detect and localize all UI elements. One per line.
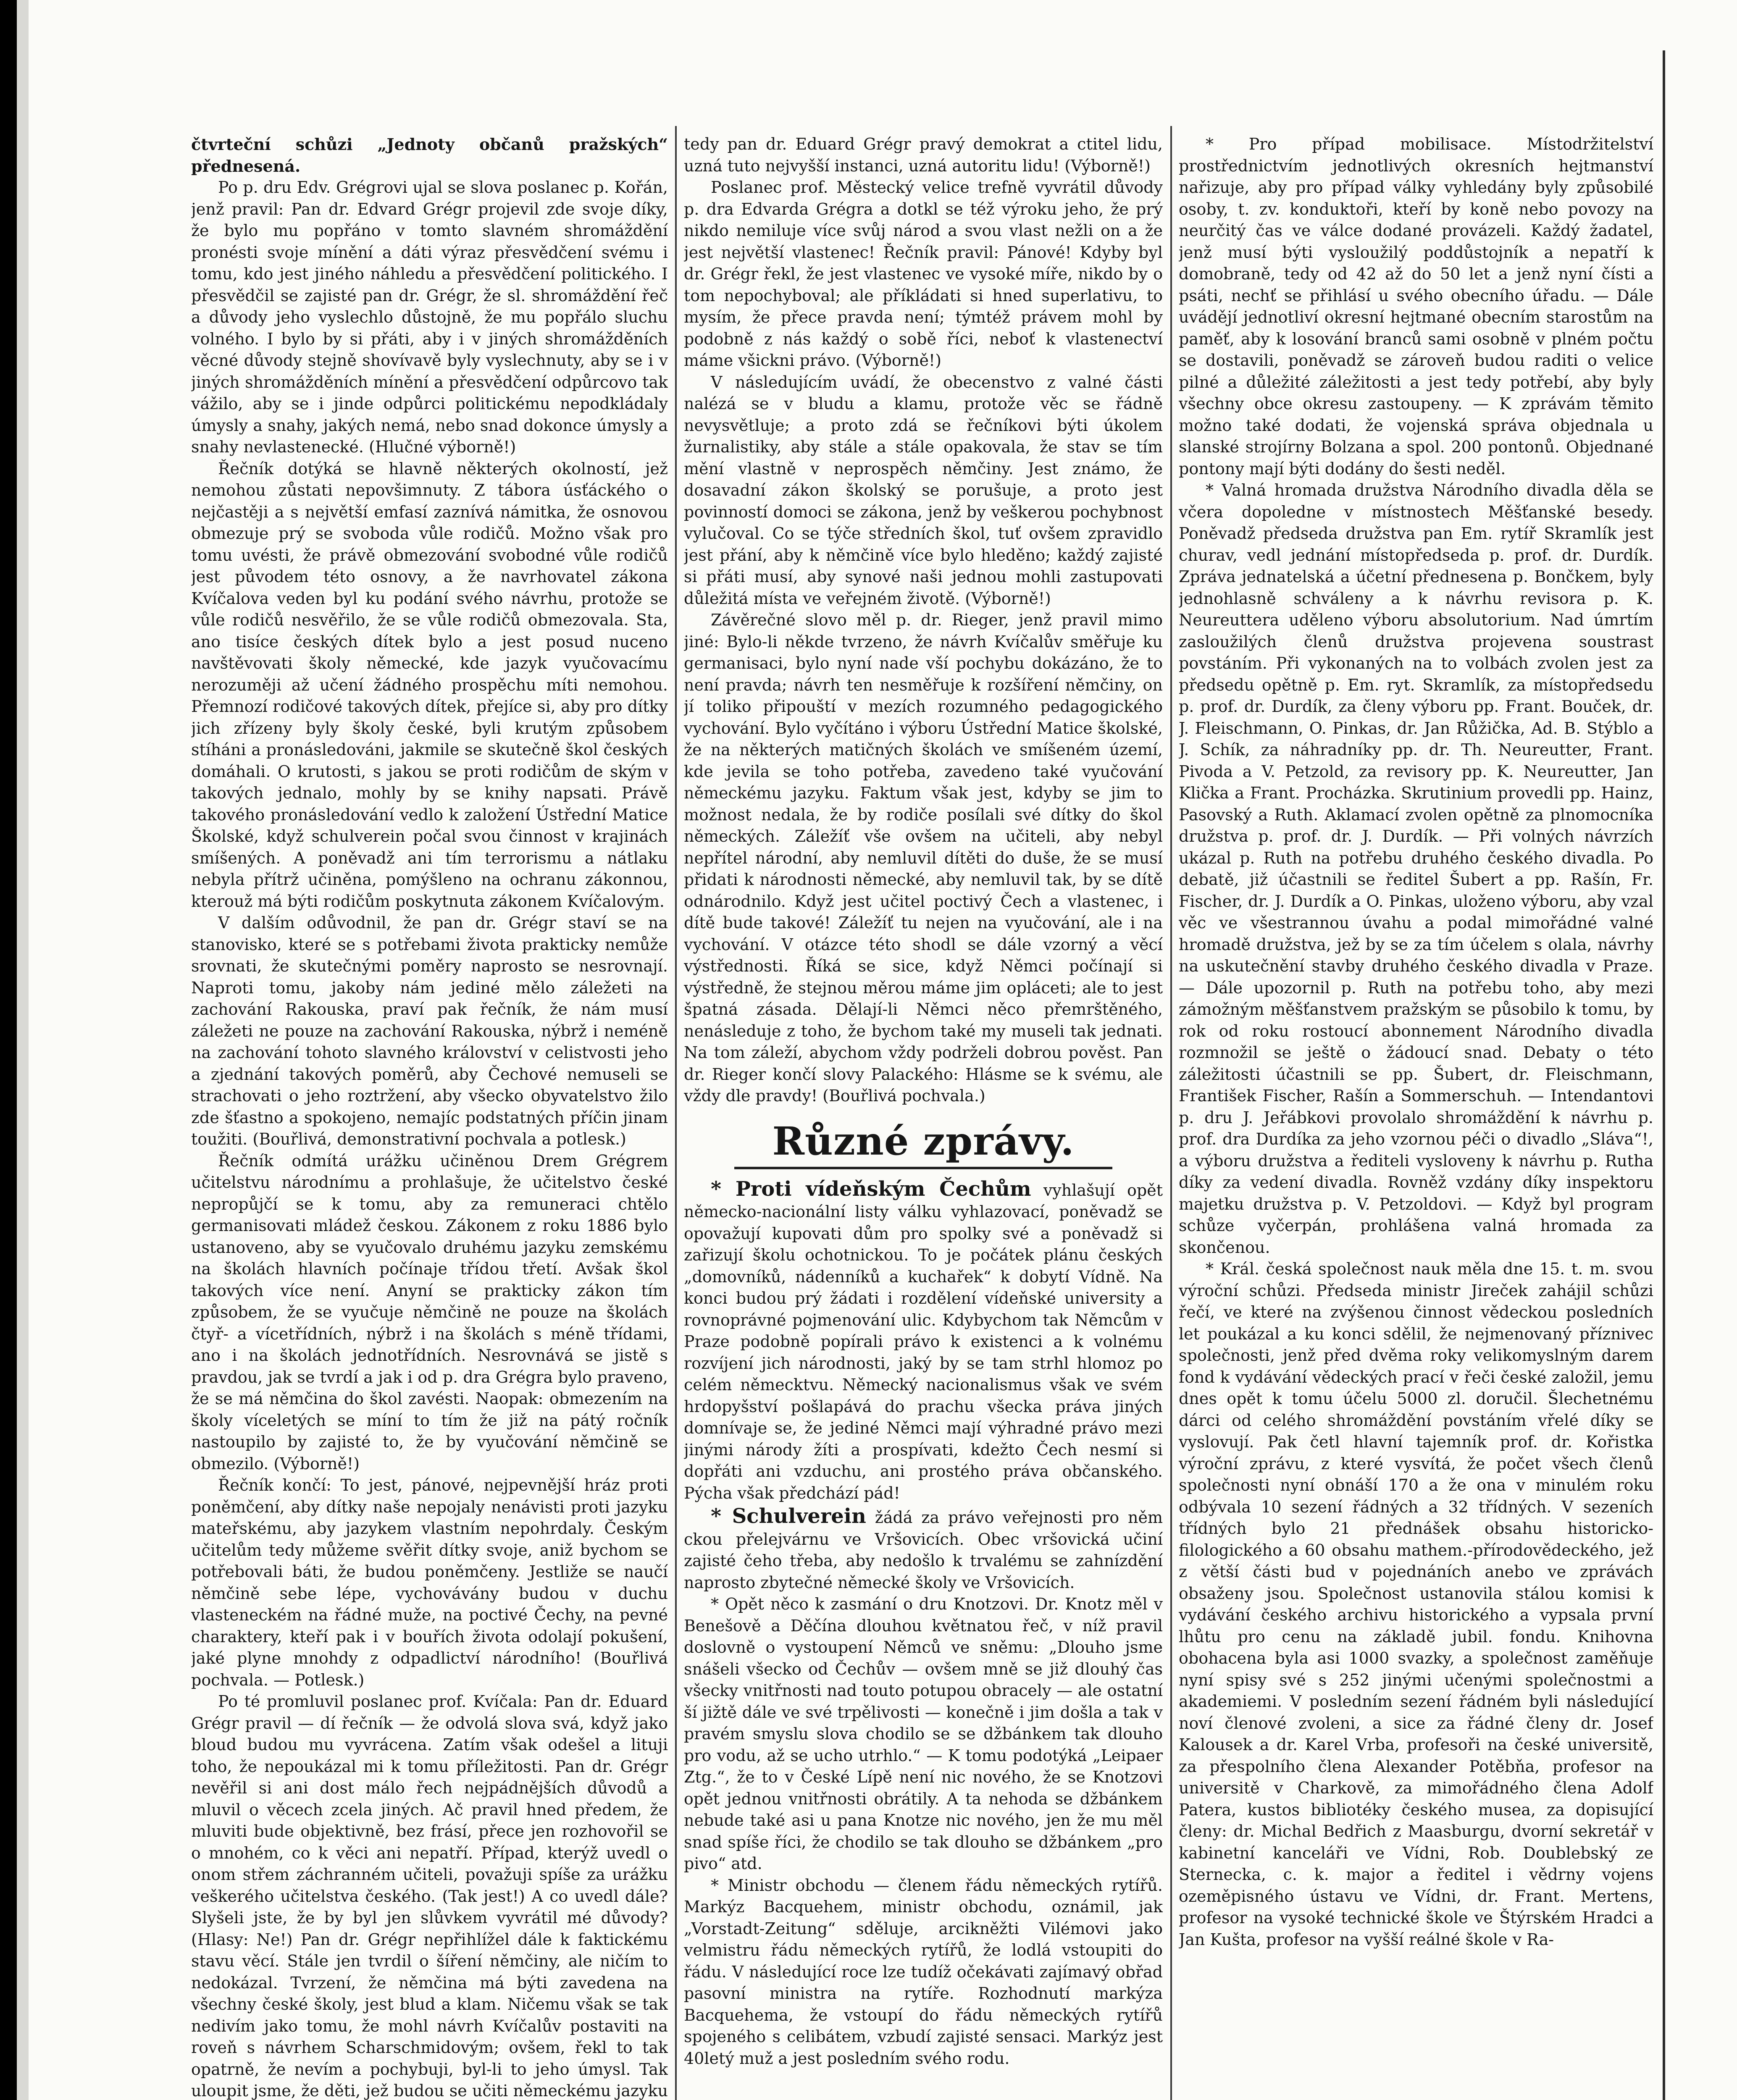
col1-paragraph: Řečník odmítá urážku učiněnou Drem Grégrem učitelstvu národnímu a prohlašuje, že učitelstvo české nepropůjčí se k tomu, aby za remuneraci chtělo germanisovati mládež českou. Zákonem z roku 1886 bylo ustanoveno, aby se vyučovalo druhému jazyku zemskému na školách hlavních počínaje třídou třetí. Avšak škol takových více není. Anyní se prakticky zákon tím způsobem, že se vyučuje němčině ne pouze na školách čtyř- a vícetřídních, nýbrž i na školách s méně třídami, ano i na školách jednotřídních. Nesrovnává se jistě s pravdou, jak se tvrdí a jak i od p. dra Grégra bylo praveno, že se má němčina do škol zavésti. Naopak: obmezením na školy víceletých se míní to tím že již na pátý ročník nastoupilo by zajisté to, že by vyučování němčině se obmezilo. (Výborně!) <box>191 1151 668 1473</box>
column-2 <box>684 134 1163 2100</box>
page-border-right <box>1663 50 1665 2100</box>
news-text: vyhlašují opět německo-nacionální listy válku vyhlazovací, poněvadž se opovažují kupovati dům pro spolky své a poněvadž si zařizují školu ochotnickou. To je počátek plánu českých „domovníků, nádenníků a kuchařek“ k dobytí Vídně. Na konci budou prý žádati i rozdělení vídeňské university a rovnoprávné pojmenování ulic. Kdybychom tak Němcům v Praze podobně popírali právo k existenci a k volnému rozvíjení jich národnosti, jaký by se tam strhl hlomoz po celém německtvu. Německý nacionalismus však ve svém hrdopyšství pošlapává do prachu všecka práva jiných domnívaje se, že jediné Němci mají výhradné právo mezi jinými národy žíti a prospívati, kdežto Čech nesmí si dopřáti ani vzduchu, ani prostého práva občanského. Pýcha však předchází pád! <box>684 1181 1163 1502</box>
col1-paragraph: Po té promluvil poslanec prof. Kvíčala: Pan dr. Eduard Grégr pravil — dí řečník — že odvolá slova svá, když jako bloud budou mu vyvrácena. Zatím však odešel a lituji toho, že nepoukázal mi k tomu příležitosti. Pan dr. Grégr nevěřil si ani dost málo řech nejpádnějších důvodů a mluvil o věcech zcela jiných. Ač pravil hned předem, že mluviti bude objektivně, bez frásí, přece jen rozhovořil se o mnohém, co k věci ani nepatří. Případ, kterýž uvedl o onom střem záchranném učiteli, považuji spíše za urážku veškerého učitelstva českého. (Tak jest!) A co uvedl dále? Slyšeli jste, že by byl jen slůvkem vyvrátil mé důvody? (Hlasy: Ne!) Pan dr. Grégr nepřihlížel dále k faktickému stavu věcí. Stále jen tvrdil o šíření němčiny, ale ničím to nedokázal. Tvrzení, že němčina má býti zavedena na všechny české školy, jest blud a klam. Ničemu však se tak nedivím jako tomu, že mohl návrh Kvíčalův postaviti na roveň s návrhem Scharschmidovým; ovšem, řekl to tak opatrně, že nevím a pochybuji, byl-li to jeho úmysl. Tak uloupit jsme, že děti, jež budou se učiti německému jazyku <box>191 1692 668 2100</box>
section-heading: Různé zprávy. <box>772 1118 1075 1164</box>
scan-edge-shadow <box>17 0 29 2100</box>
col1-paragraph: Po p. dru Edv. Grégrovi ujal se slova poslanec p. Kořán, jenž pravil: Pan dr. Edvard Grégr projevil zde svoje díky, že bylo mu popřáno v tomto slavném shromáždění pronésti svoje mínění a dáti výraz přesvědčení svému i tomu, kdo jest jiného náhledu a přesvědčení politického. I přesvědčil se zajisté pan dr. Grégr, že sl. shromáždění řeč a důvody jeho vyslechlo důstojně, že mu popřálo sluchu volného. I bylo by si přáti, aby i v jiných shromážděních věcné důvody stejně shovívavě byly vyslechnuty, aby se i v jiných shromážděních mínění a přesvědčení odpůrcovo tak vážilo, aby se i jinde odpůrci politickému nepodkládaly úmysly a snahy, jakých nemá, nebo snad dokonce úmysly a snahy nevlastenecké. (Hlučné výborně!) <box>191 178 668 456</box>
column-3 <box>1179 134 1653 2100</box>
col3-news-item: * Král. česká společnost nauk měla dne 15. t. m. svou výroční schůzi. Předseda ministr Jireček zahájil schůzi řečí, ve které na zvýšenou činnost vědeckou posledních let poukázal a ku konci sdělil, že nejmenovaný příznivec společnosti, jenž před dvěma roky velikomyslným darem fond k vydávání vědeckých prací v řeči české založil, jemu dnes opět k tomu účelu 5000 zl. doručil. Šlechetnému dárci od celého shromáždění povstáním vřelé díky se vyslovují. Pak četl hlavní tajemník prof. dr. Kořistka výroční zprávu, z které vysvítá, že počet všech členů společnosti nyní obnáší 170 a že ona v minulém roku odbývala 10 sezení řádných a 32 třídných. V sezeních třídných bylo 21 přednášek obsahu historicko-filologického a 60 obsahu mathem.-přírodovědeckého, jež z větší části bud v pojednáních anebo ve zprávách obsaženy jsou. Společnost ustanovila stálou komisi k vydávání českého archivu historického a vypsala první lhůtu pro cenu na základě jubil. fondu. Knihovna obohacena byla asi 1000 svazky, a společnost zaměňuje nyní spisy své s 252 jinými učenými společnostmi a akademiemi. V posledním sezení řádném byli následující noví členové zvoleni, a sice za řádné členy dr. Josef Kalousek a dr. Karel Vrba, profesoři na české universitě, za přespolního člena Alexander Potěbňa, profesor na universitě v Charkově, za mimořádného člena Adolf Patera, kustos bibliotéky českého musea, za dopisující členy: dr. Michal Bedřich z Maasburgu, dvorní sekretář v kabinetní kanceláři ve Vídni, Rob. Doublebský ze Sterneckа, c. k. major a ředitel i vědrny vojens ozeměpisného ústavu ve Vídni, dr. Frant. Mertens, profesor na vysoké technické škole ve Štýrském Hradci a Jan Kušta, profesor na vyšší reálné škole v Ra- <box>1179 1260 1653 1949</box>
col2-paragraph: Závěrečné slovo měl p. dr. Rieger, jenž pravil mimo jiné: Bylo-li někde tvrzeno, že návrh Kvíčalův směřuje ku germanisaci, bylo nyní nade vší pochybu dokázáno, že to není pravda; návrh ten nesměřuje k rozšíření němčiny, on jí toliko připouští v mezích rozumného pedagogického vychování. Bylo vyčítáno i výboru Ústřední Matice školské, že na některých matičných školách ve smíšeném území, kde jevila se toho potřeba, zavedeno také vyučování německému jazyku. Faktum však jest, kdyby se jim to možnost nedala, že by rodiče posílali své dítky do škol německých. Záležíť vše ovšem na učiteli, aby nebyl nepřítel národní, aby nemluvil dítěti do duše, že se musí přidati k národnosti německé, aby nemluvil tak, by se dítě odnárodnilo. Když jest učitel poctivý Čech a vlastenec, i dítě bude takové! Záležíť tu nejen na vyučování, ale i na vychování. V otázce této shodl se dále vzorný a věcí výstřednosti. Říká se sice, když Němci počínají si výstředně, že stejnou měrou máme jim opláceti; ale to jest špatná zásada. Dělají-li Němci něco přemrštěného, nenásleduje z toho, že bychom také my museli tak jednati. Na tom záleží, abychom vždy podrželi dobrou pověst. Pan dr. Rieger končí slovy Palackého: Hlásme se k svému, ale vždy dle pravdy! (Bouřlivá pochvala.) <box>684 611 1163 1105</box>
col2-news-item <box>684 1504 1163 1593</box>
col1-paragraph: Řečník končí: To jest, pánové, nejpevnější hráz proti poněmčení, aby dítky naše nepojaly nenávisti proti jazyku mateřskému, aby jazykem vlastním nepohrdaly. Českým učitelům tedy můžeme svěřit dítky svoje, aniž bychom se potřebovali báti, že budou poněmčeny. Jestliže se naučí němčině sebe lépe, vychovávány budou v duchu vlasteneckém na řádné muže, na poctivé Čechy, na pevné charaktery, kteří pak i v bouřích života odolají pokušení, jaké plyne mnohdy z odpadlictví národního! (Bouřlivá pochvala. — Potlesk.) <box>191 1476 668 1689</box>
heading-rule <box>734 1167 1112 1169</box>
news-text: žádá za právo veřejnosti pro něm ckou přelejvárnu ve Vršovicích. Obec vršovická učiní zajisté čeho třeba, aby nedošlo k trvalému se zahnízdění naprosto zbytečné německé školy ve Vršovicích. <box>684 1508 1163 1592</box>
col2-news-item <box>684 1177 1163 1504</box>
column-divider <box>675 126 677 2100</box>
col2-paragraph: Poslanec prof. Městecký velice trefně vyvrátil důvody p. dra Edvarda Grégra a dotkl se též výroku jeho, že prý nikdo nemiluje více svůj národ a svou vlast nežli on a že jest největší vlastenec! Řečník pravil: Pánové! Kdyby byl dr. Grégr řekl, že jest vlastenec ve vysoké míře, nikdo by o tom nepochyboval; ale příkládati si hned superlativu, to mysím, že přece pravda není; týmtéž právem mohl by podobně z nás každý o sobě říci, neboť k vlastenectví máme všickni právo. (Výborně!) <box>684 178 1163 370</box>
column-1 <box>191 134 668 2100</box>
col1-intro: čtvrteční schůzi „Jednoty občanů pražských“ přednesená. <box>191 135 668 176</box>
col2-news-item: * Ministr obchodu — členem řádu německých rytířů. Markýz Bacquehem, ministr obchodu, oznámil, jak „Vorstadt-Zeitung“ sděluje, arcikněžti Vilémovi jako velmistru řádu německých rytířů, že lodlá vstoupiti do řádu. V následující roce lze tudíž očekávati zajímavý obřad pasovní ministra na rytíře. Rozhodnutí markýza Bacquehema, že vstoupí do řádu německých rytířů spojeného s celibátem, vzbudí zajisté sensaci. Markýz jest 40letý muž a jest posledním svého rodu. <box>684 1876 1163 2068</box>
scan-edge <box>0 0 17 2100</box>
col2-paragraph: tedy pan dr. Eduard Grégr pravý demokrat a ctitel lidu, uzná tuto nejvyšší instanci, uzná autoritu lidu! (Výborně!) <box>684 135 1163 175</box>
news-headline: * Schulverein <box>711 1504 866 1528</box>
column-divider <box>1170 126 1172 2100</box>
col2-paragraph: V následujícím uvádí, že obecenstvo z valné části nalézá se v bludu a klamu, protože věc se řádně nevysvětluje; a proto zdá se řečníkovi býti úkolem žurnalistiky, aby stále a stále opakovala, že stav se tím mění vlastně v neprospěch němčiny. Jest známo, že dosavadní zákon školský se porušuje, a proto jest povinností domoci se zákona, jenž by veškerou pochybnost vylučoval. Co se týče středních škol, tuť ovšem zpravidlo jest přání, aby k němčině více bylo hleděno; každý zajisté si přáti musí, aby synové naši jednou mohli zastupovati důležitá místa ve veřejném životě. (Výborně!) <box>684 373 1163 608</box>
col3-news-item: * Valná hromada družstva Národního divadla děla se včera dopoledne v místnostech Měšťanské besedy. Poněvadž předseda družstva pan Em. rytíř Skramlík jest churav, vedl jednání místopředseda p. prof. dr. Durdík. Zpráva jednatelská a účetní přednesena p. Bončkem, byly jednohlasně schváleny a k návrhu revisora p. K. Neureuttera uděleno výboru absolutorium. Nad úmrtím zasloužilých členů družstva projevena soustrast povstáním. Při vykonaných na to volbách zvolen jest za předsedu opětně p. Em. ryt. Skramlík, za místopředsedu p. prof. dr. Durdík, za členy výboru pp. Frant. Bouček, dr. J. Fleischmann, O. Pinkas, dr. Jan Růžička, Ad. B. Stýblo a J. Schík, za náhradníky pp. dr. Th. Neureutter, Frant. Pivoda a V. Petzold, za revisory pp. K. Neureutter, Jan Klička a Frant. Procházka. Skrutinium provedli pp. Hainz, Pasovský a Ruth. Aklamací zvolen opětně za plnomocníka družstva p. prof. dr. J. Durdík. — Při volných návrzích ukázal p. Ruth na potřebu druhého českého divadla. Po debatě, již účastnili se ředitel Šubert a pp. Rašín, Fr. Fischer, dr. J. Durdík a O. Pinkas, uloženo výboru, aby vzal věc ve všestrannou úvahu a podal mimořádné valné hromadě družstva, jež by se za tím účelem s olala, návrhy na uskutečnění stavby druhého českého divadla v Praze. — Dále upozornil p. Ruth na potřebu toho, aby mezi zámožným měšťanstvem pražským se působilo k tomu, by rok od roku rostoucí abonnement Národního divadla rozmnožil se ještě o žádoucí snad. Debaty o této záležitosti účastnili se pp. Šubert, dr. Fleischmann, František Fischer, Rašín a Sommerschuh. — Intendantovi p. dru J. Jeřábkovi provolalo shromáždění k návrhu p. prof. dra Durdíka za jeho vzornou péči o divadlo „Sláva“!, a výboru družstva a řediteli vysloveny k návrhu p. Rutha díky za vedení divadla. Rovněž vzdány díky inspektoru majetku družstva p. V. Petzoldovi. — Když byl program schůze vyčerpán, prohlášena valná hromada za skončenou. <box>1179 481 1653 1257</box>
col1-paragraph: V dalším odůvodnil, že pan dr. Grégr staví se na stanovisko, které se s potřebami života prakticky nemůže srovnati, že skutečnými poměry naprosto se nesrovnají. Naproti tomu, jakoby nám jediné mělo záležeti na zachování Rakouska, praví pak řečník, že nám musí záležeti ne pouze na zachování Rakouska, nýbrž i neméně na zachování tohoto slavného království v celistvosti jeho a zjednání takových poměrů, aby Čechové nemuseli se strachovati o jeho roztržení, aby všecko obyvatelstvo žilo zde šťastno a spokojeno, nemajíc podstatných příčin jinam toužiti. (Bouřlivá, demonstrativní pochvala a potlesk.) <box>191 914 668 1148</box>
col1-paragraph: Řečník dotýká se hlavně některých okolností, jež nemohou zůstati nepovšimnuty. Z tábora úsťáckého o nejčastěji a s největší emfasí zaznívá námitka, že osnovou obmezuje prý se svoboda vůle rodičů. Možno však pro tomu uvésti, že právě obmezování svobodné vůle rodičů jest původem této osnovy, a že navrhovatel zákona Kvíčalova veden byl ku podání svého návrhu, protože se vůle rodičů nesvěřilo, že se vůle rodičů obmezovala. Sta, ano tisíce českých dítek bylo a jest posud nuceno navštěvovati školy německé, kde jazyk vyučovacímu nerozuměji až učení žádného prospěchu míti nemohou. Přemnozí rodičové takových dítek, přejíce si, aby pro dítky jich zřízeny byly školy české, byli krutým způsobem stíháni a pronásledováni, jakmile se skutečně škol českých domáhali. O krutosti, s jakou se proti rodičům de ským v takových jednalo, mohly by se knihy napsati. Právě takového pronásledování vedlo k založení Ústřední Matice Školské, když schulverein počal svou činnost v krajinách smíšených. A poněvadž ani tím terrorismu a nátlaku nebyla přítrž učiněna, pomýšleno na ochranu zákonnou, kterouž má býti rodičům poskytnuta zákonem Kvíčalovým. <box>191 459 668 911</box>
col2-news-item: * Opět něco k zasmání o dru Knotzovi. Dr. Knotz měl v Benešově a Děčína dlouhou květnatou řeč, v níž pravil doslovně o vystoupení Němců ve sněmu: „Dlouho jsme snášeli všecko od Čechův — ovšem mně se již dlouhý čas všecky vnitřnosti nad touto potupou obracely — ale ostatní ší jižtě dále ve své trpělivosti — konečně i jim došla a tak v pravém smyslu slova chodilo se se džbánkem tak dlouho pro vodu, až se ucho utrhlo.“ — K tomu podotýká „Leipaer Ztg.“, že to v České Lípě není nic nového, že se Knotzovi opět jednou vnitřnosti obrátily. A ta nehoda se džbánkem nebude také asi u pana Knotze nic nového, jen že mu měl snad spíše říci, že chodilo se tak dlouho se džbánkem „pro pivo“ atd. <box>684 1595 1163 1873</box>
col3-news-item: * Pro případ mobilisace. Místodržitelství prostřednictvím jednotlivých okresních hejtmanství nařizuje, aby pro případ války vyhledány byly způsobilé osoby, t. zv. konduktoři, kteří by koně nebo povozy na neurčitý čas ve válce dodané provázeli. Každý žadatel, jenž musí býti vysloužilý poddůstojník a nepatří k domobraně, tedy od 42 až do 50 let a jenž nyní čísti a psáti, nechť se přihlásí u svého obecního úřadu. — Dále uvádějí jednotliví okresní hejtmané obecním starostům na paměť, aby k losování branců sami osobně v plném počtu se dostavili, poněvadž se zároveň budou raditi o velice pilné a důležité záležitosti a jest tedy potřebí, aby byly všechny obce okresu zastoupeny. — K zprávám těmito možno také dodati, že vojenská správa objednala u slanské strojírny Bolzana a spol. 200 pontonů. Objednané pontony mají býti dodány do šesti neděl. <box>1179 135 1653 478</box>
news-headline: * Proti vídeňským Čechům <box>711 1177 1031 1201</box>
